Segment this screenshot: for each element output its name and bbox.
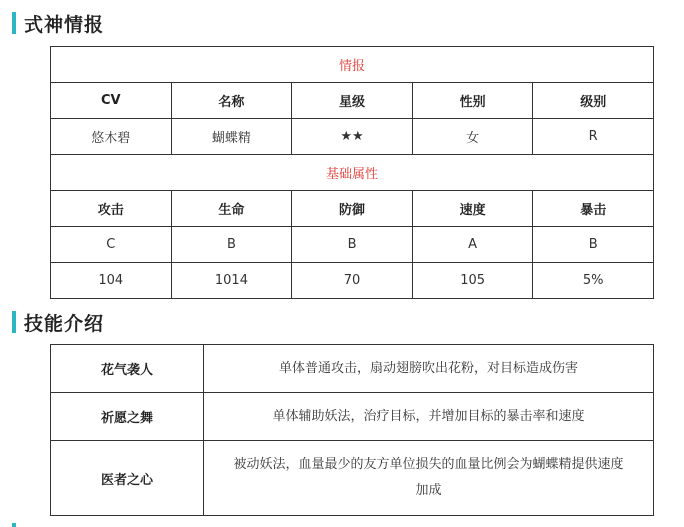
section-title-text: 式神情报 — [24, 13, 105, 36]
attr-grade-defense: B — [292, 227, 413, 263]
skill-description: 单体普通攻击，扇动翅膀吹出花粉，对目标造成伤害 — [204, 345, 654, 393]
info-section-label: 情报 — [51, 47, 654, 83]
attr-value-attack: 104 — [51, 263, 172, 299]
skill-name: 花气袭人 — [51, 345, 204, 393]
attr-value-crit: 5% — [533, 263, 654, 299]
next-section-accent-bar — [12, 523, 16, 527]
skill-row — [51, 393, 654, 441]
skill-description: 被动妖法，血量最少的友方单位损失的血量比例会为蝴蝶精提供速度加成 — [204, 441, 654, 516]
attributes-section-label: 基础属性 — [51, 155, 654, 191]
info-value-stars: ★★ — [292, 119, 413, 155]
info-header-rank: 级别 — [533, 83, 654, 119]
skill-name: 祈愿之舞 — [51, 393, 204, 441]
attr-value-speed: 105 — [412, 263, 533, 299]
info-value-name: 蝴蝶精 — [171, 119, 292, 155]
attr-grade-attack: C — [51, 227, 172, 263]
attr-header-crit: 暴击 — [533, 191, 654, 227]
skills-table — [50, 344, 654, 516]
attr-header-hp: 生命 — [171, 191, 292, 227]
attr-grade-crit: B — [533, 227, 654, 263]
attr-value-defense: 70 — [292, 263, 413, 299]
attr-header-speed: 速度 — [412, 191, 533, 227]
skill-description: 单体辅助妖法，治疗目标，并增加目标的暴击率和速度 — [204, 393, 654, 441]
attr-value-hp: 1014 — [171, 263, 292, 299]
attr-header-defense: 防御 — [292, 191, 413, 227]
skill-row — [51, 345, 654, 393]
section-title-text: 技能介绍 — [24, 312, 105, 335]
attr-header-attack: 攻击 — [51, 191, 172, 227]
info-header-stars: 星级 — [292, 83, 413, 119]
info-value-gender: 女 — [412, 119, 533, 155]
attr-grade-speed: A — [412, 227, 533, 263]
skill-name: 医者之心 — [51, 441, 204, 516]
info-header-gender: 性别 — [412, 83, 533, 119]
section-accent-bar — [12, 311, 16, 333]
attr-grade-hp: B — [171, 227, 292, 263]
info-header-name: 名称 — [171, 83, 292, 119]
info-header-cv: CV — [51, 83, 172, 119]
info-value-rank: R — [533, 119, 654, 155]
info-value-cv: 悠木碧 — [51, 119, 172, 155]
section-title-skills — [12, 310, 104, 334]
section-accent-bar — [12, 12, 16, 34]
shikigami-info-table — [50, 46, 654, 299]
section-title-shikigami-info — [12, 11, 104, 35]
skill-row — [51, 441, 654, 516]
